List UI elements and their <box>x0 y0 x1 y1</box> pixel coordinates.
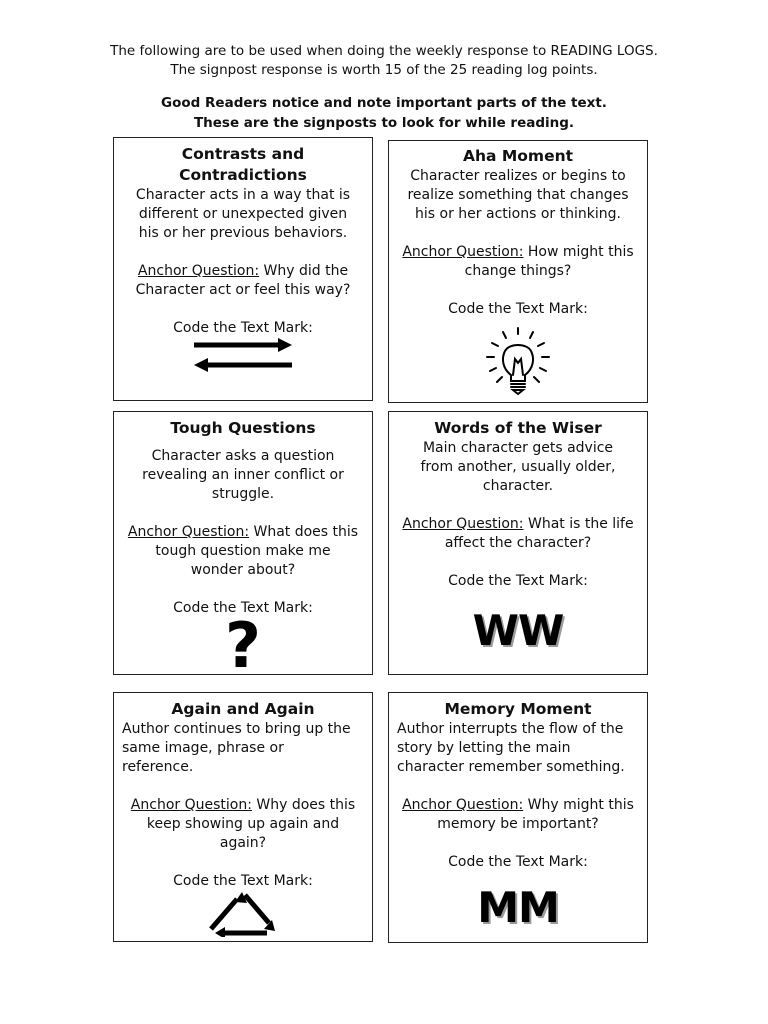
desc-line: struggle. <box>211 486 275 502</box>
card-description <box>114 447 372 504</box>
ww-mark: WW <box>472 606 564 655</box>
question-mark-icon: ? <box>225 609 261 682</box>
desc-line: Main character gets advice <box>422 440 614 456</box>
anchor-question-text: How might this <box>523 244 634 260</box>
anchor-question-text: tough question make me <box>155 543 331 559</box>
anchor-question-text: keep showing up again and <box>146 816 340 832</box>
desc-line: different or unexpected given <box>138 206 348 222</box>
anchor-question-text: Why might this <box>523 797 634 813</box>
card-contrasts-and-contradictions <box>113 137 373 401</box>
desc-line: character remember something. <box>397 759 625 775</box>
anchor-question-text: change things? <box>464 263 572 279</box>
desc-line: same image, phrase or <box>122 740 284 756</box>
anchor-question-label: Anchor Question: <box>402 516 524 532</box>
anchor-question <box>114 262 372 300</box>
intro-text <box>0 42 768 80</box>
desc-line: Author interrupts the flow of the <box>397 721 624 737</box>
anchor-question <box>389 796 647 834</box>
card-description <box>114 720 372 777</box>
opposing-arrows-icon <box>114 334 372 374</box>
card-title: Aha Moment <box>462 147 574 165</box>
anchor-question <box>389 515 647 553</box>
desc-line: Author continues to bring up the <box>122 721 351 737</box>
card-description <box>389 720 647 777</box>
card-description <box>114 186 372 243</box>
subheading <box>0 93 768 133</box>
card-title-line-1: Contrasts and <box>181 145 305 163</box>
anchor-question-text: Why does this <box>251 797 356 813</box>
anchor-question-label: Anchor Question: <box>402 244 524 260</box>
code-the-text-label: Code the Text Mark: <box>173 320 313 336</box>
anchor-question-text: What does this <box>249 524 359 540</box>
card-again-and-again <box>113 692 373 942</box>
anchor-question-text: memory be important? <box>437 816 599 832</box>
card-tough-questions <box>113 411 373 682</box>
anchor-question-text: wonder about? <box>190 562 296 578</box>
code-the-text-label: Code the Text Mark: <box>448 573 588 589</box>
card-title <box>114 144 372 186</box>
anchor-question-label: Anchor Question: <box>137 263 260 279</box>
code-the-text-label: Code the Text Mark: <box>448 854 588 870</box>
desc-line: revealing an inner conflict or <box>142 467 344 483</box>
anchor-question <box>389 243 647 281</box>
anchor-question-text: affect the character? <box>444 535 592 551</box>
card-aha-moment <box>388 140 648 403</box>
anchor-question-text: again? <box>219 835 267 851</box>
code-the-text-label: Code the Text Mark: <box>173 873 313 889</box>
subheading-line-1: Good Readers notice and note important parts of the text. <box>161 95 607 111</box>
anchor-question-text: What is the life <box>523 516 634 532</box>
desc-line: from another, usually older, <box>420 459 616 475</box>
card-description <box>389 439 647 496</box>
card-title: Again and Again <box>171 700 315 718</box>
lightbulb-icon <box>389 325 647 399</box>
desc-line: his or her previous behaviors. <box>138 225 348 241</box>
card-title: Memory Moment <box>444 700 592 718</box>
desc-line: story by letting the main <box>397 740 571 756</box>
anchor-question-label: Anchor Question: <box>402 797 524 813</box>
code-the-text-label: Code the Text Mark: <box>448 301 588 317</box>
desc-line: Character realizes or begins to <box>410 168 626 184</box>
desc-line: Character asks a question <box>151 448 335 464</box>
mm-mark: MM <box>477 883 559 932</box>
desc-line: reference. <box>122 759 194 775</box>
subheading-line-2: These are the signposts to look for while reading. <box>193 115 575 131</box>
desc-line: character. <box>482 478 554 494</box>
anchor-question <box>114 523 372 580</box>
card-memory-moment <box>388 692 648 943</box>
code-the-text-label: Code the Text Mark: <box>173 600 313 616</box>
intro-line-1: The following are to be used when doing the weekly response to READING LOGS. <box>110 43 658 59</box>
anchor-question-label: Anchor Question: <box>130 797 252 813</box>
cycle-triangle-icon <box>114 889 372 937</box>
desc-line: his or her actions or thinking. <box>415 206 621 222</box>
desc-line: realize something that changes <box>407 187 629 203</box>
card-title: Words of the Wiser <box>434 419 602 437</box>
anchor-question-label: Anchor Question: <box>127 524 250 540</box>
card-description <box>389 167 647 224</box>
card-title-line-2: Contradictions <box>179 166 307 184</box>
intro-line-2: The signpost response is worth 15 of the 25 reading log points. <box>170 62 598 78</box>
card-words-of-the-wiser <box>388 411 648 675</box>
anchor-question-text: Why did the <box>259 263 349 279</box>
desc-line: Character acts in a way that is <box>135 187 351 203</box>
anchor-question-text: Character act or feel this way? <box>135 282 351 298</box>
anchor-question <box>114 796 372 853</box>
card-title: Tough Questions <box>170 419 316 437</box>
